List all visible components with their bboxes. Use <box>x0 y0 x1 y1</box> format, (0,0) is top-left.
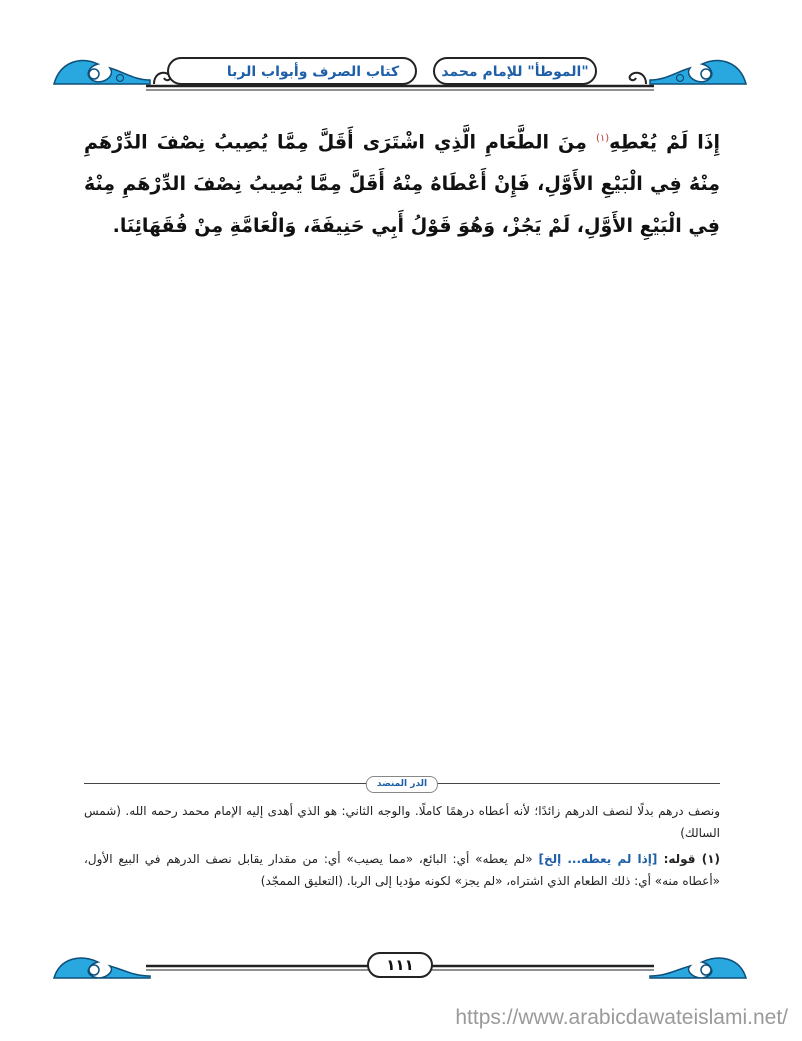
footnote-1-prefix: (١) قوله: <box>657 852 720 866</box>
page-number: ١١١ <box>386 956 414 974</box>
chapter-title: كتاب الصرف وأبواب الربا <box>226 64 400 80</box>
footnote-continuation: ونصف درهم بدلًا لنصف الدرهم زائدًا؛ لأنه أعطاه درهمًا كاملًا. والوجه الثاني: هو الذي أهدى إليه الإمام محمد رحمه الله. (شمس السالك) <box>84 804 720 840</box>
footnotes <box>84 800 720 896</box>
footnote-1 <box>84 848 720 892</box>
footnote-ref[interactable]: (١) <box>595 133 610 144</box>
main-text-part1: إِذَا لَمْ يُعْطِهِ <box>609 131 720 154</box>
page-footer <box>50 948 750 988</box>
footnote-divider <box>84 776 720 792</box>
footnote-section-label: الدر المنضد <box>366 776 438 793</box>
page-header <box>50 44 750 96</box>
footnote-1-highlight: [إذا لم يعطه... إلخ] <box>538 852 658 866</box>
main-text-part2: مِنَ الطَّعَامِ الَّذِي اشْتَرَى أَقَلَّ مِمَّا يُصِيبُ نِصْفَ الدِّرْهَمِ مِنْهُ فِي الْبَيْعِ الأَوَّلِ، فَإِنْ أَعْطَاهُ مِنْهُ أَقَلَّ مِمَّا يُصِيبُ نِصْفَ الدِّرْهَمِ مِنْهُ فِي الْبَيْعِ الأَوَّلِ، لَمْ يَجُزْ، وَهُوَ قَوْلُ أَبِي حَنِيفَةَ، وَالْعَامَّةِ مِنْ فُقَهَائِنَا. <box>84 131 720 238</box>
footnote-1-text: «لم يعطه» أي: البائع، «مما يصيب» أي: من مقدار يقابل نصف الدرهم في البيع الأول، «أعطاه منه» أي: ذلك الطعام الذي اشتراه، «لم يجز» لكونه مؤديا إلى الربا. (التعليق الممجّد) <box>84 852 720 888</box>
main-text <box>84 118 720 247</box>
book-title: "الموطأ" للإمام محمد <box>441 64 589 80</box>
watermark-url: https://www.arabicdawateislami.net/ <box>455 1006 788 1029</box>
